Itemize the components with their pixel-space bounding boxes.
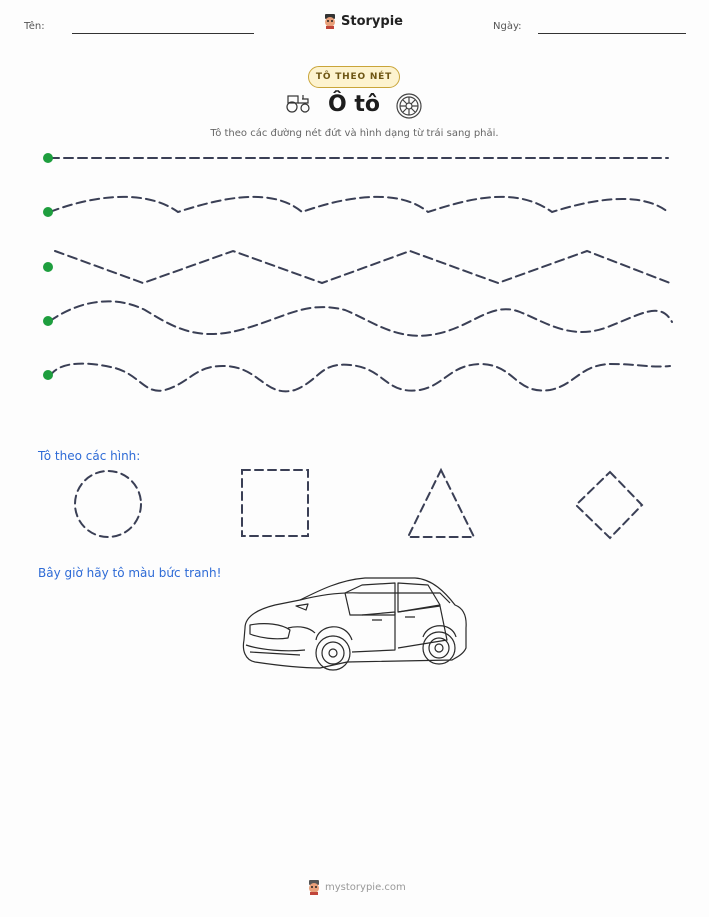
storypie-mascot-icon [307, 879, 321, 895]
date-label: Ngày: [493, 21, 522, 32]
activity-badge: TÔ THEO NÉT [308, 66, 400, 88]
car-drawing[interactable] [243, 578, 466, 670]
trace-shape-square[interactable] [242, 470, 308, 536]
trace-shape-triangle[interactable] [408, 470, 474, 537]
trace-shape-circle[interactable] [75, 471, 141, 537]
brand-name: Storypie [341, 13, 403, 29]
start-dot [43, 207, 53, 217]
footer-logo [307, 879, 321, 899]
footer-url[interactable]: mystorypie.com [325, 882, 406, 893]
page-title: Ô tô [328, 92, 380, 117]
trace-line-zigzag[interactable] [55, 251, 670, 283]
start-dot [43, 370, 53, 380]
shapes-section-label: Tô theo các hình: [38, 449, 141, 463]
start-dot [43, 262, 53, 272]
trace-line-gentle-wave[interactable] [50, 197, 668, 212]
trace-shape-diamond[interactable] [576, 472, 642, 538]
trace-line-wave[interactable] [50, 301, 672, 335]
color-section-label: Bây giờ hãy tô màu bức tranh! [38, 566, 222, 580]
start-dot [43, 153, 53, 163]
start-dot [43, 316, 53, 326]
instruction-text: Tô theo các đường nét đứt và hình dạng từ trái sang phải. [210, 128, 499, 139]
name-label: Tên: [24, 21, 45, 32]
trace-line-bumpy-wave[interactable] [50, 364, 670, 392]
